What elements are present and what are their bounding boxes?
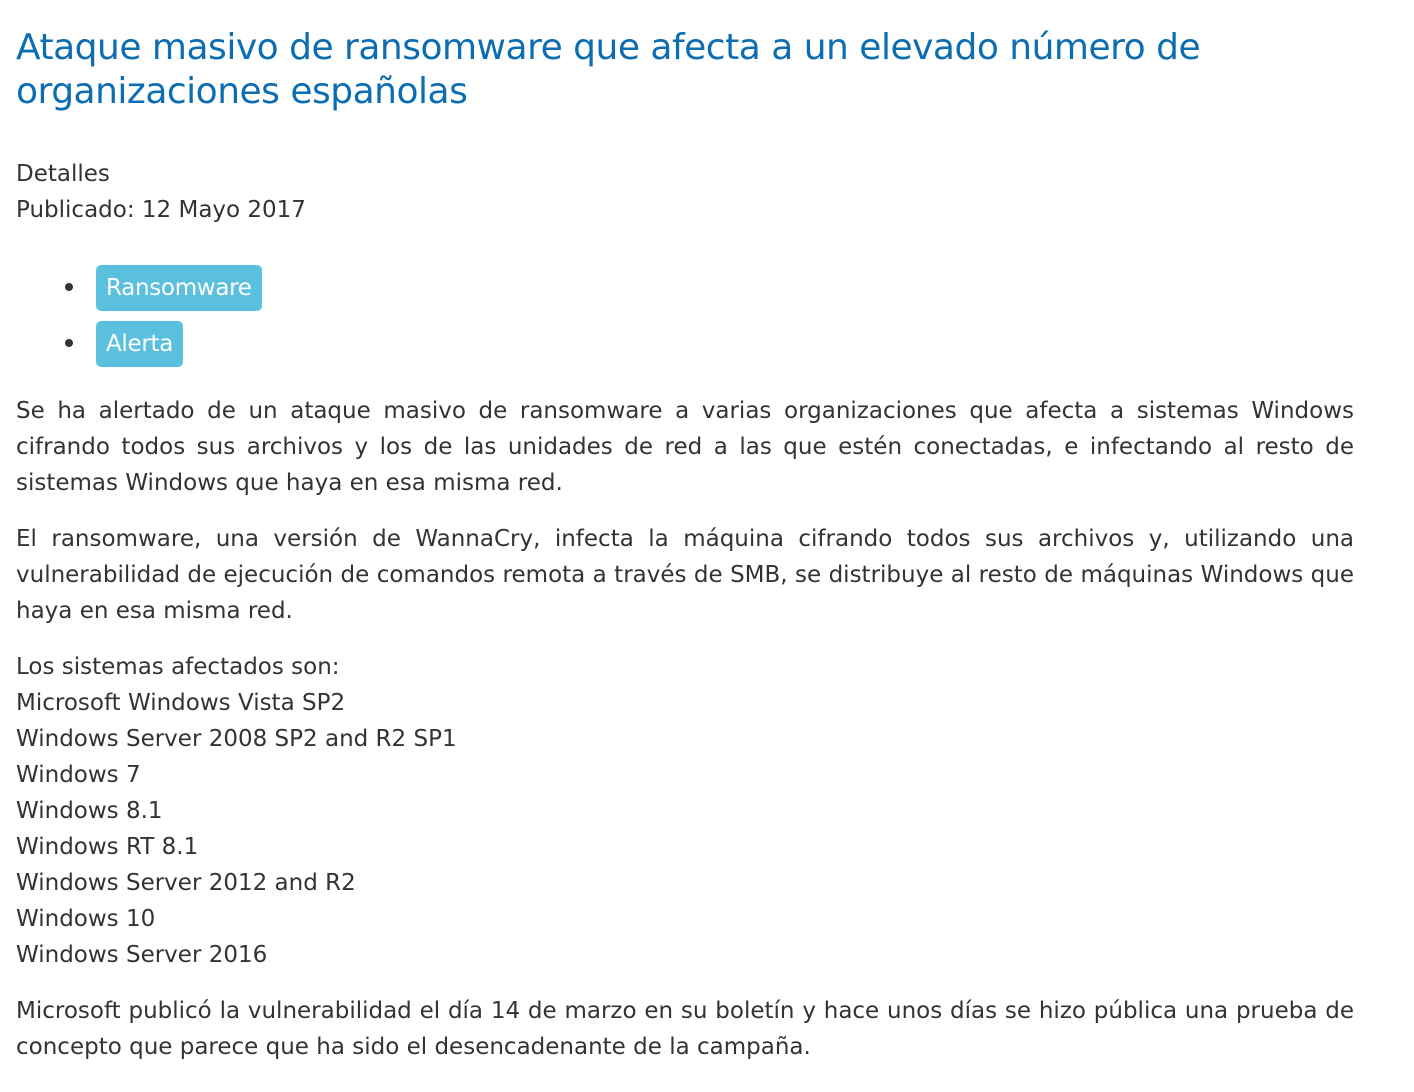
affected-system-item: Windows 10: [16, 906, 156, 932]
affected-system-item: Windows RT 8.1: [16, 834, 199, 860]
affected-system-item: Windows 8.1: [16, 798, 163, 824]
affected-system-item: Windows Server 2008 SP2 and R2 SP1: [16, 726, 457, 752]
published-date: Publicado: 12 Mayo 2017: [16, 197, 306, 223]
tag-item: [16, 265, 1354, 311]
affected-system-item: Windows Server 2016: [16, 942, 268, 968]
tag-alerta[interactable]: Alerta: [96, 321, 183, 367]
affected-system-item: Windows 7: [16, 762, 141, 788]
affected-intro: Los sistemas afectados son:: [16, 654, 340, 680]
details-label: Detalles: [16, 161, 110, 187]
paragraph-intro: Se ha alertado de un ataque masivo de ransomware a varias organizaciones que afecta a sistemas Windows cifrando todos sus archivos y los de las unidades de red a las que estén conectadas, e infectando al resto de sistemas Windows que haya en esa misma red.: [16, 398, 1354, 496]
tag-item: [16, 321, 1354, 367]
affected-system-item: Microsoft Windows Vista SP2: [16, 690, 346, 716]
paragraph-wannacry: El ransomware, una versión de WannaCry, infecta la máquina cifrando todos sus archivos y, utilizando una vulnerabilidad de ejecución de comandos remota a través de SMB, se distribuye al resto de máquinas Windows que haya en esa misma red.: [16, 526, 1354, 624]
tag-list: [16, 265, 1354, 367]
paragraph-closing: Microsoft publicó la vulnerabilidad el día 14 de marzo en su boletín y hace unos días se hizo pública una prueba de concepto que parece que ha sido el desencadenante de la campaña.: [16, 998, 1354, 1060]
bullet-icon: [65, 283, 73, 291]
affected-system-item: Windows Server 2012 and R2: [16, 870, 356, 896]
bullet-icon: [65, 339, 73, 347]
article-title: Ataque masivo de ransomware que afecta a un elevado número de organizaciones españolas: [16, 27, 1201, 112]
tag-ransomware[interactable]: Ransomware: [96, 265, 262, 311]
article-details: [16, 156, 1354, 228]
affected-systems: [16, 649, 1354, 973]
